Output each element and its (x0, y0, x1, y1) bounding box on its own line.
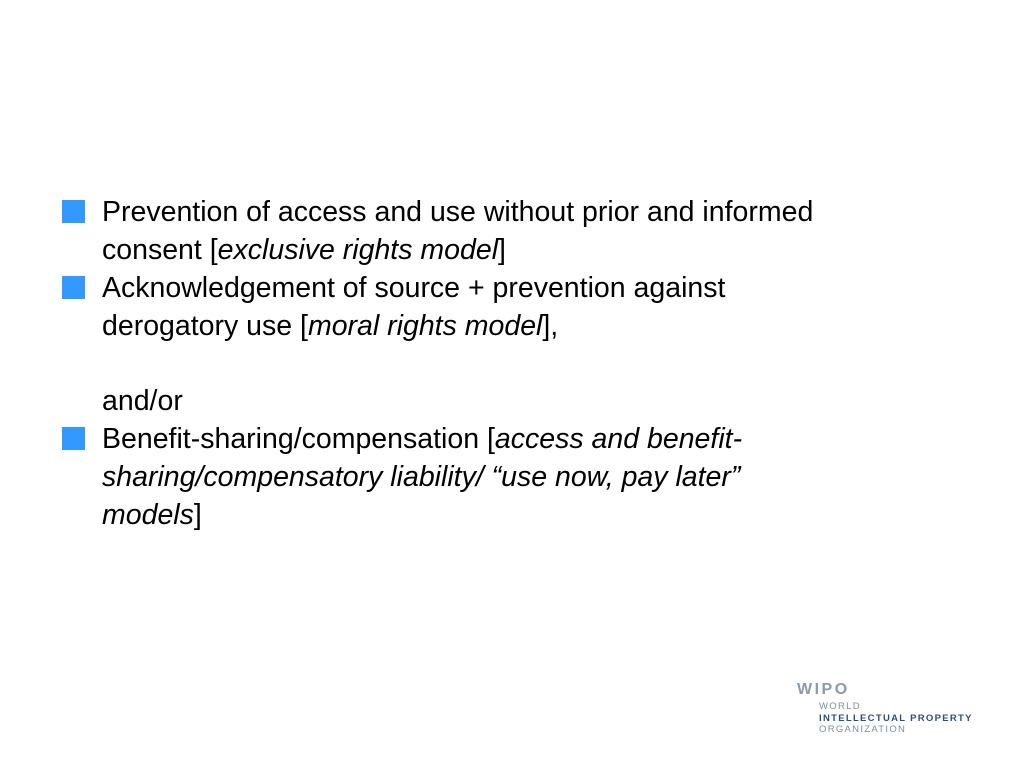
and-or-connector: and/or (102, 385, 183, 417)
italic-term: models (102, 499, 194, 531)
logo-line-world: WORLD (819, 701, 861, 712)
italic-term: exclusive rights model (217, 234, 499, 266)
bullet-item (62, 193, 982, 269)
bullet-text-line: derogatory use [moral rights model], (102, 310, 559, 342)
italic-term: sharing/compensatory liability/ “use now, pay later” (102, 461, 741, 493)
bullet-text-line: Acknowledgement of source + prevention against (102, 272, 726, 304)
slide-body (62, 193, 982, 534)
bullet-item (62, 420, 982, 534)
logo-line-ip: INTELLECTUAL PROPERTY (819, 712, 973, 724)
logo-wordmark: WIPO (797, 681, 850, 698)
wipo-logo (797, 681, 997, 741)
bullet-text-line: Prevention of access and use without prior and informed (102, 196, 814, 228)
italic-term: access and benefit- (494, 423, 743, 455)
bullet-text-line: Benefit-sharing/compensation [access and benefit- (102, 423, 743, 455)
bullet-square-icon (62, 200, 85, 223)
bullet-square-icon (62, 276, 85, 299)
italic-term: moral rights model (307, 310, 543, 342)
bullet-item (62, 269, 982, 420)
bullet-text-line: consent [exclusive rights model] (102, 234, 506, 266)
bullet-square-icon (62, 427, 85, 450)
bullet-text-line: models] (102, 499, 202, 531)
logo-subtitle (819, 701, 973, 736)
bullet-text-line (102, 458, 982, 496)
logo-line-organization: ORGANIZATION (819, 724, 907, 735)
